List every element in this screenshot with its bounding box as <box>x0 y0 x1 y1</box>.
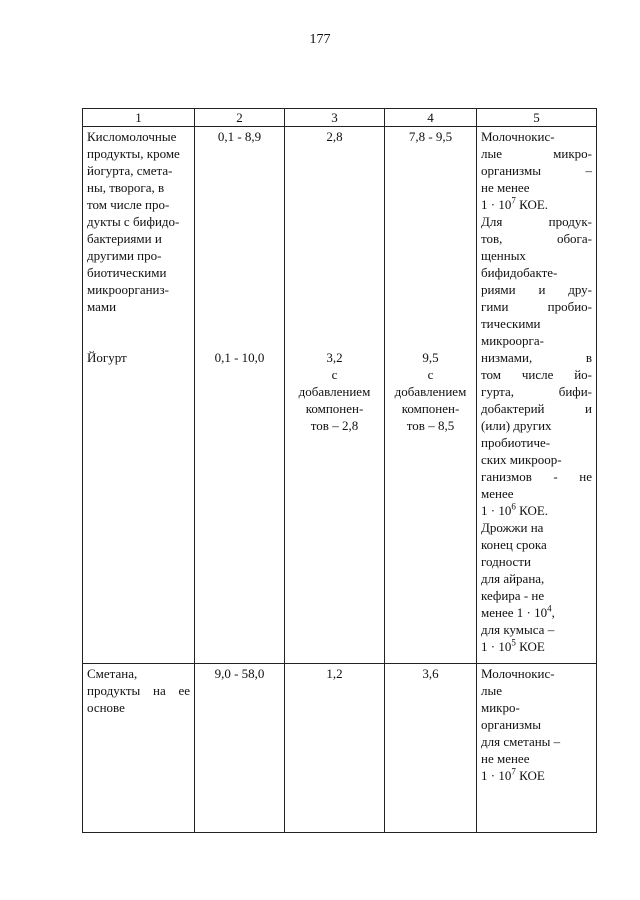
product-cell <box>83 127 195 664</box>
col3-yogurt-line: добавлением <box>298 384 371 399</box>
product-line: бактериями и <box>87 231 162 246</box>
note-line: тическими <box>481 316 541 331</box>
product-line: мами <box>87 299 117 314</box>
note-line: кефира - не <box>481 588 545 603</box>
product-line: ны, творога, в <box>87 180 165 195</box>
col3-yogurt-line: с <box>331 367 338 382</box>
col4-yogurt-line: 9,5 <box>422 350 439 365</box>
fat-value: 0,1 - 8,9 <box>217 129 262 144</box>
note-line: $1 \cdot 10^7$ КОЕ <box>481 766 545 783</box>
fat-cell: 9,0 - 58,0 <box>195 664 285 833</box>
product-line: биотическими <box>87 265 167 280</box>
note-line: добактерий и <box>481 401 592 416</box>
note-line: конец срока <box>481 537 547 552</box>
note-line: менее <box>481 486 514 501</box>
product-line: йогурта, смета- <box>87 163 173 178</box>
note-cell <box>477 664 597 833</box>
note-line: гурта, бифи- <box>481 384 592 399</box>
fat-value-yogurt: 0,1 - 10,0 <box>214 350 265 365</box>
header-col-2: 2 <box>195 109 285 127</box>
note-line: менее $1 \cdot 10^4$, <box>481 603 555 620</box>
note-line: (или) других <box>481 418 552 433</box>
note-line: $1 \cdot 10^5$ КОЕ <box>481 637 545 654</box>
page-number: 177 <box>309 32 331 47</box>
note-line: $1 \cdot 10^7$ КОЕ. <box>481 195 549 212</box>
col4-yogurt-line: с <box>427 367 434 382</box>
col4-yogurt-line: компонен- <box>401 401 460 416</box>
note-line: для кумыса – <box>481 622 555 637</box>
table-row <box>83 127 597 664</box>
header-row <box>83 109 597 127</box>
col3-cell <box>285 127 385 664</box>
product-line: продукты, кроме <box>87 146 180 161</box>
note-line: том числе йо- <box>481 367 592 382</box>
note-line: лые <box>481 683 502 698</box>
note-line: риями и дру- <box>481 282 592 297</box>
header-col-5: 5 <box>477 109 597 127</box>
col4-yogurt-line: добавлением <box>394 384 467 399</box>
note-line: ских микроор- <box>481 452 562 467</box>
note-line: Дрожжи на <box>481 520 544 535</box>
note-line: для сметаны – <box>481 734 561 749</box>
note-line: микро- <box>481 700 520 715</box>
note-line: гими пробио- <box>481 299 592 314</box>
product-line: дукты с бифидо- <box>87 214 180 229</box>
note-line: щенных <box>481 248 526 263</box>
header-col-3: 3 <box>285 109 385 127</box>
note-line: Молочнокис- <box>481 666 555 681</box>
note-line: лые микро- <box>481 146 592 161</box>
note-cell <box>477 127 597 664</box>
note-line: $1 \cdot 10^6$ КОЕ. <box>481 501 549 518</box>
note-line: Молочнокис- <box>481 129 555 144</box>
col3-yogurt-line: компонен- <box>305 401 364 416</box>
product-line: Кисломолочные <box>87 129 177 144</box>
product-cell: Сметана, продукты на ее основе <box>83 664 195 833</box>
fat-cell <box>195 127 285 664</box>
col4-cell <box>385 127 477 664</box>
col3-yogurt-line: тов – 2,8 <box>310 418 359 433</box>
note-line: годности <box>481 554 531 569</box>
note-line: ганизмов - не <box>481 469 592 484</box>
note-line: микроорга- <box>481 333 544 348</box>
header-col-4: 4 <box>385 109 477 127</box>
col3-yogurt-line: 3,2 <box>326 350 343 365</box>
note-line: пробиотиче- <box>481 435 551 450</box>
col4-cell: 3,6 <box>385 664 477 833</box>
table-row <box>83 664 597 833</box>
col3-cell: 1,2 <box>285 664 385 833</box>
product-line: том числе про- <box>87 197 170 212</box>
note-line: Для продук- <box>481 214 592 229</box>
note-line: для айрана, <box>481 571 545 586</box>
note-line: бифидобакте- <box>481 265 558 280</box>
note-line: организмы – <box>481 163 592 178</box>
note-line: организмы <box>481 717 541 732</box>
header-col-1: 1 <box>83 109 195 127</box>
product-line: микроорганиз- <box>87 282 169 297</box>
note-line: низмами, в <box>481 350 592 365</box>
note-line: не менее <box>481 751 530 766</box>
col3-value: 2,8 <box>326 129 343 144</box>
norms-table <box>82 108 597 833</box>
note-line: тов, обога- <box>481 231 592 246</box>
note-line: не менее <box>481 180 530 195</box>
col4-yogurt-line: тов – 8,5 <box>406 418 455 433</box>
col4-value: 7,8 - 9,5 <box>408 129 453 144</box>
product-yogurt: Йогурт <box>87 350 127 365</box>
product-line: другими про- <box>87 248 162 263</box>
